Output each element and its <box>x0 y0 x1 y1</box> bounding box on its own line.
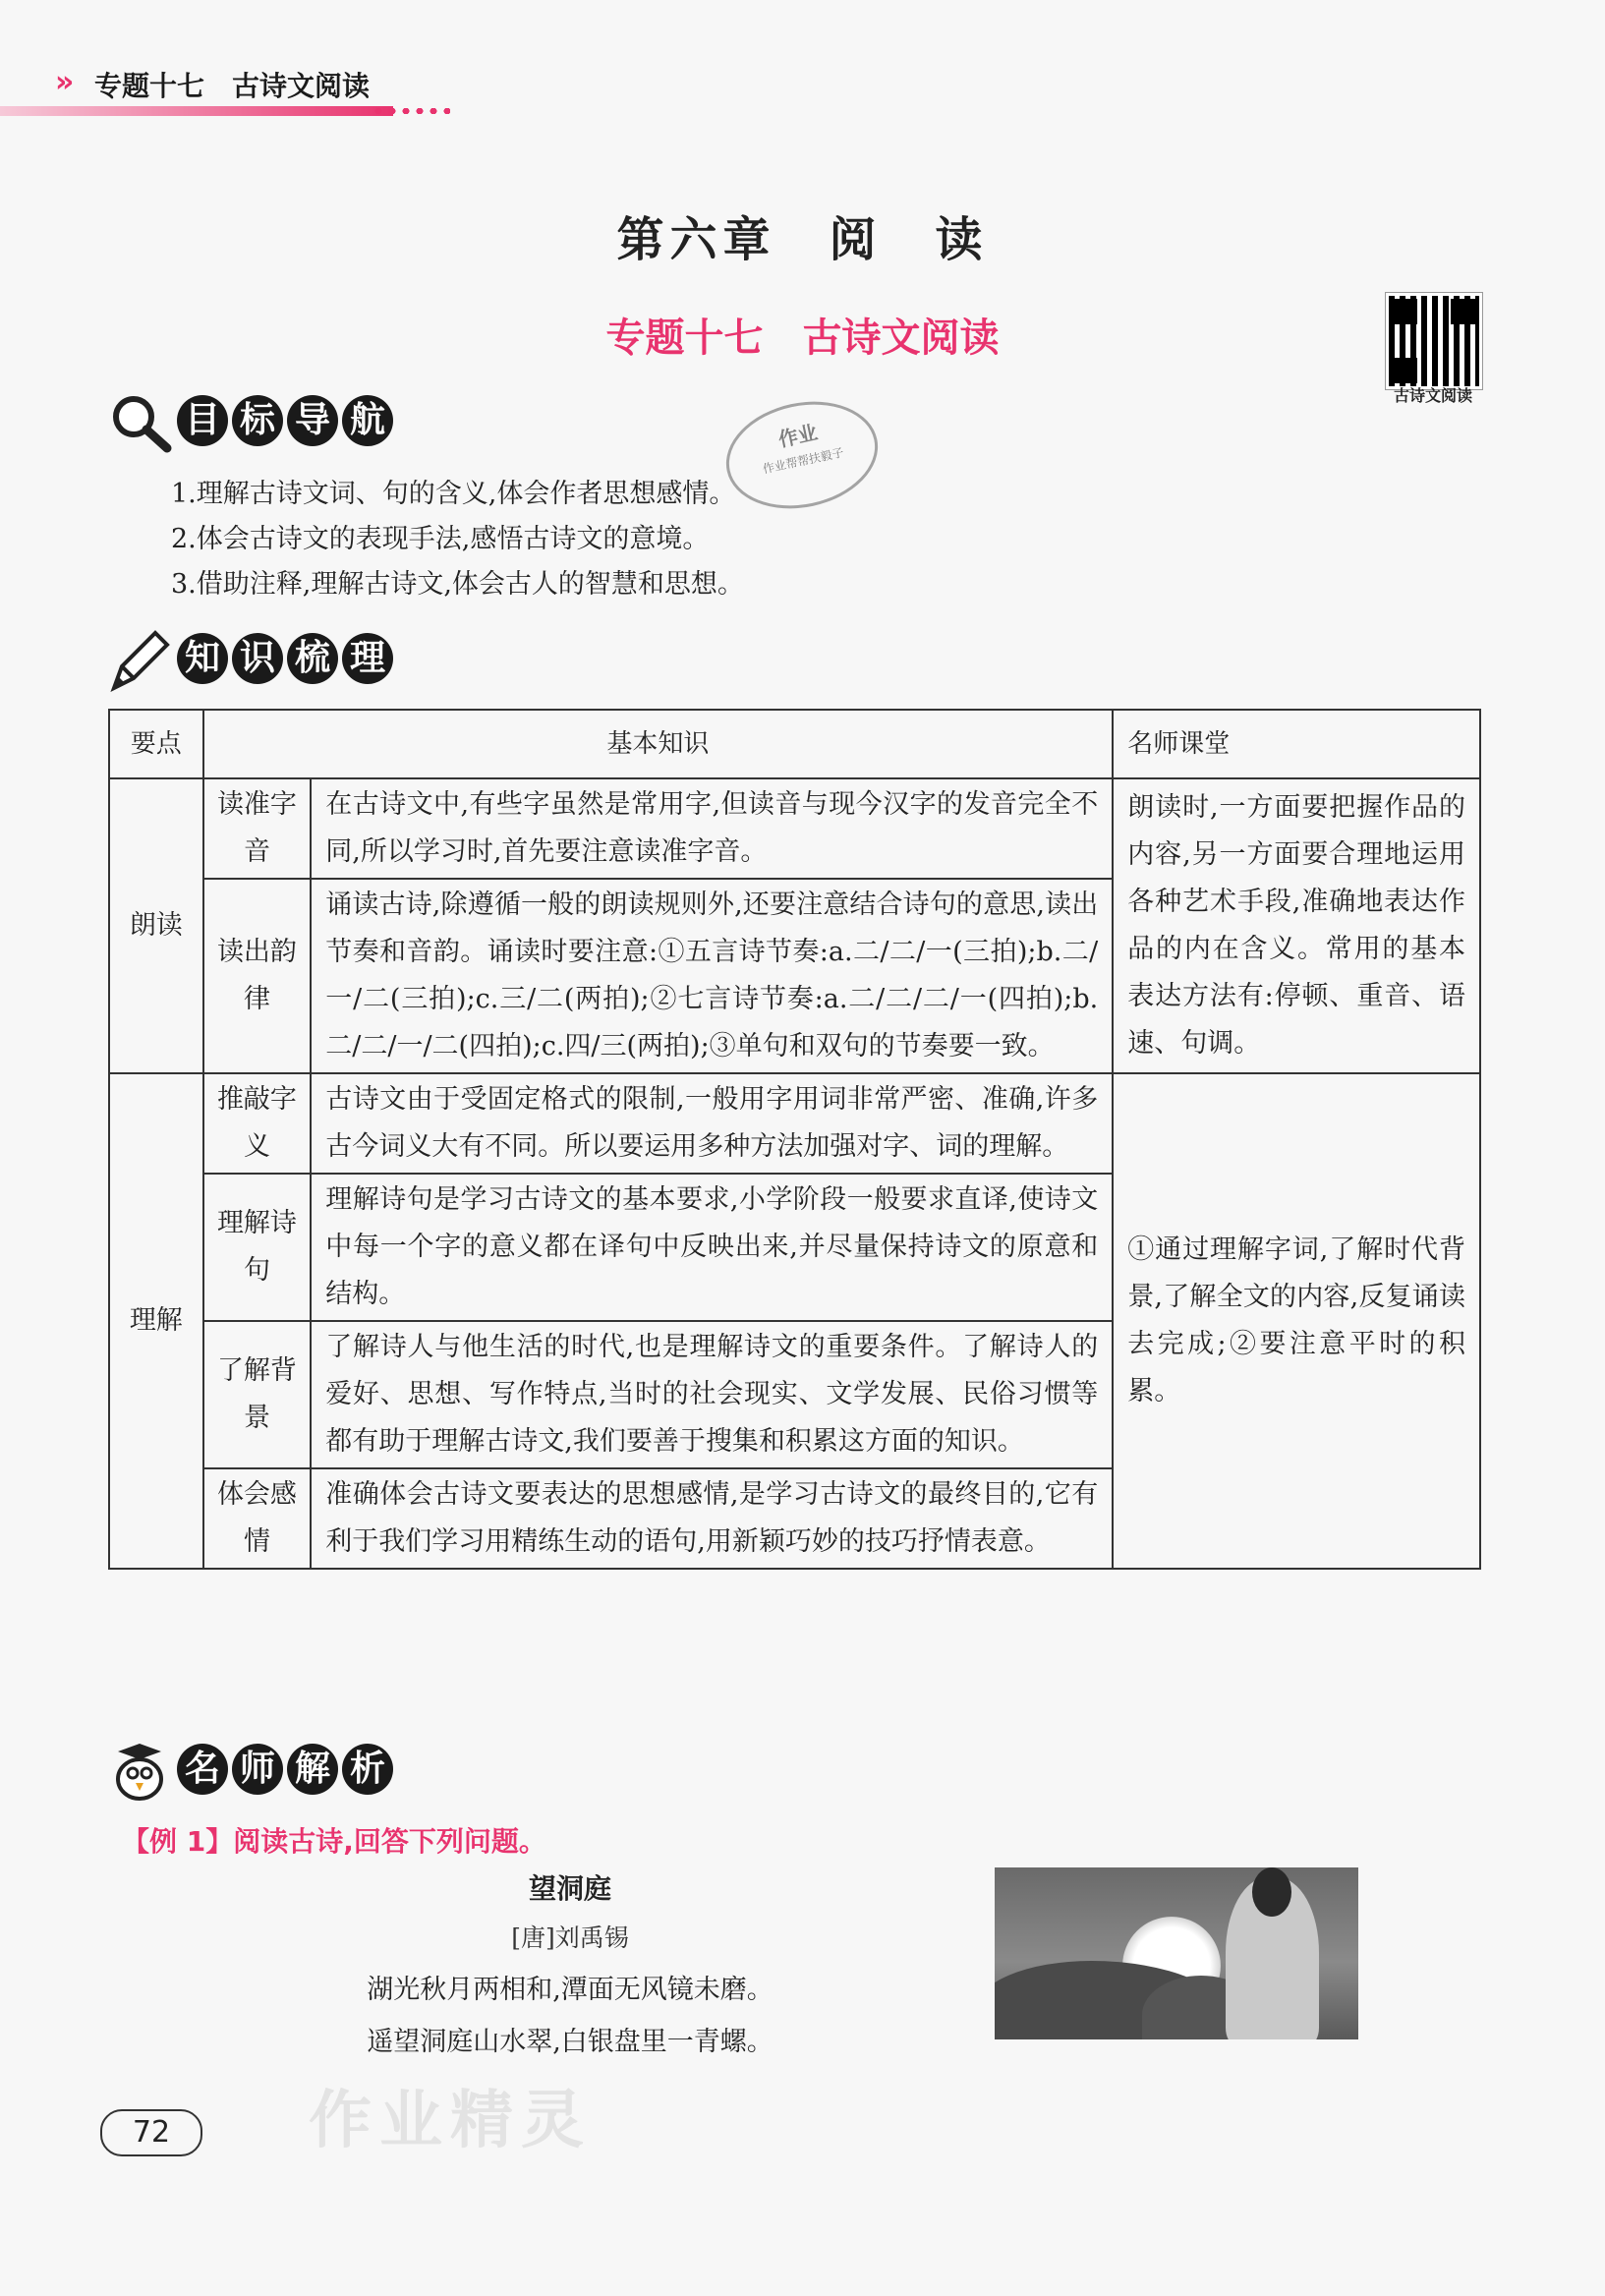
knowledge-table <box>108 709 1481 1570</box>
section-title-char: 名 <box>177 1744 228 1795</box>
page-number: 72 <box>100 2109 202 2156</box>
column-header: 名师课堂 <box>1113 710 1480 778</box>
section-title-char: 导 <box>287 395 338 446</box>
goal-item: 3.借助注释,理解古诗文,体会古人的智慧和思想。 <box>171 569 744 600</box>
category-cell: 理解 <box>109 1073 203 1569</box>
poem-title: 望洞庭 <box>528 1872 611 1905</box>
section-title-char: 理 <box>342 633 393 684</box>
running-header-title: 专题十七 古诗文阅读 <box>94 70 371 102</box>
goal-item: 2.体会古诗文的表现手法,感悟古诗文的意境。 <box>171 524 710 554</box>
column-header: 基本知识 <box>203 710 1114 778</box>
double-chevron-icon: » <box>55 65 69 99</box>
example-label: 【例 1】阅读古诗,回答下列问题。 <box>122 1825 546 1858</box>
section-title-char: 解 <box>287 1744 338 1795</box>
section-title-char: 标 <box>232 395 283 446</box>
poem-line: 遥望洞庭山水翠,白银盘里一青螺。 <box>367 2027 774 2057</box>
category-cell: 朗读 <box>109 778 203 1073</box>
goal-item: 1.理解古诗文词、句的含义,体会作者思想感情。 <box>171 479 736 509</box>
poem <box>295 1867 845 2058</box>
subtopic-cell: 理解诗句 <box>203 1174 312 1321</box>
table-header-row <box>109 710 1480 778</box>
qr-code-icon[interactable] <box>1386 293 1482 389</box>
stamp-line-2: 作业帮帮扶毅子 <box>761 445 845 477</box>
tip-cell: 朗读时,一方面要把握作品的内容,另一方面要合理地运用各种艺术手段,准确地表达作品的内在含义。常用的基本表达方法有:停顿、重音、语速、句调。 <box>1113 778 1480 1073</box>
section-title-char: 梳 <box>287 633 338 684</box>
table-row <box>109 778 1480 879</box>
subtopic-cell: 读准字音 <box>203 778 312 879</box>
knowledge-cell: 古诗文由于受固定格式的限制,一般用字用词非常严密、准确,许多古今词义大有不同。所以要运用多种方法加强对字、词的理解。 <box>311 1073 1113 1174</box>
running-header <box>0 57 462 118</box>
poet-head <box>1252 1867 1291 1917</box>
subtopic-cell: 推敲字义 <box>203 1073 312 1174</box>
teacher-bird-icon <box>106 1740 175 1803</box>
subtopic-cell: 体会感情 <box>203 1468 312 1569</box>
qr-label: 古诗文阅读 <box>1393 386 1472 405</box>
section-title-char: 析 <box>342 1744 393 1795</box>
section-title-char: 目 <box>177 395 228 446</box>
knowledge-cell: 诵读古诗,除遵循一般的朗读规则外,还要注意结合诗句的意思,读出节奏和音韵。诵读时要注意:①五言诗节奏:a.二/二/一(三拍);b.二/一/二(三拍);c.三/二(两拍);②七言诗节奏:a.二/二/二/一(四拍);b.二/二/一/二(四拍);c.四/三(两拍);③单句和双句的节奏要一致。 <box>311 879 1113 1073</box>
poem-illustration <box>995 1867 1358 2039</box>
knowledge-cell: 了解诗人与他生活的时代,也是理解诗文的重要条件。了解诗人的爱好、思想、写作特点,当时的社会现实、文学发展、民俗习惯等都有助于理解古诗文,我们要善于搜集和积累这方面的知识。 <box>311 1321 1113 1468</box>
topic-subtitle: 专题十七 古诗文阅读 <box>605 316 1000 361</box>
chapter-title: 第六章 阅 读 <box>616 212 989 267</box>
pencil-icon <box>106 629 175 692</box>
stamp-line-1: 作业 <box>775 420 820 452</box>
column-header: 要点 <box>109 710 203 778</box>
section-title-char: 师 <box>232 1744 283 1795</box>
goals-list <box>171 472 744 607</box>
magnifier-icon <box>106 391 175 454</box>
section-title-char: 知 <box>177 633 228 684</box>
poem-line: 湖光秋月两相和,潭面无风镜未磨。 <box>367 1975 774 2005</box>
header-rule <box>0 106 393 116</box>
tip-cell: ①通过理解字词,了解时代背景,了解全文的内容,反复诵读去完成;②要注意平时的积累。 <box>1113 1073 1480 1569</box>
poem-author: [唐]刘禹锡 <box>511 1923 629 1952</box>
table-row <box>109 1073 1480 1174</box>
section-title-char: 航 <box>342 395 393 446</box>
watermark: 作业精灵 <box>309 2085 592 2157</box>
section-title-char: 识 <box>232 633 283 684</box>
subtopic-cell: 读出韵律 <box>203 879 312 1073</box>
header-dots <box>372 108 450 114</box>
subtopic-cell: 了解背景 <box>203 1321 312 1468</box>
knowledge-cell: 理解诗句是学习古诗文的基本要求,小学阶段一般要求直译,使诗文中每一个字的意义都在译句中反映出来,并尽量保持诗文的原意和结构。 <box>311 1174 1113 1321</box>
knowledge-cell: 准确体会古诗文要表达的思想感情,是学习古诗文的最终目的,它有利于我们学习用精练生动的语句,用新颖巧妙的技巧抒情表意。 <box>311 1468 1113 1569</box>
knowledge-cell: 在古诗文中,有些字虽然是常用字,但读音与现今汉字的发音完全不同,所以学习时,首先要注意读准字音。 <box>311 778 1113 879</box>
